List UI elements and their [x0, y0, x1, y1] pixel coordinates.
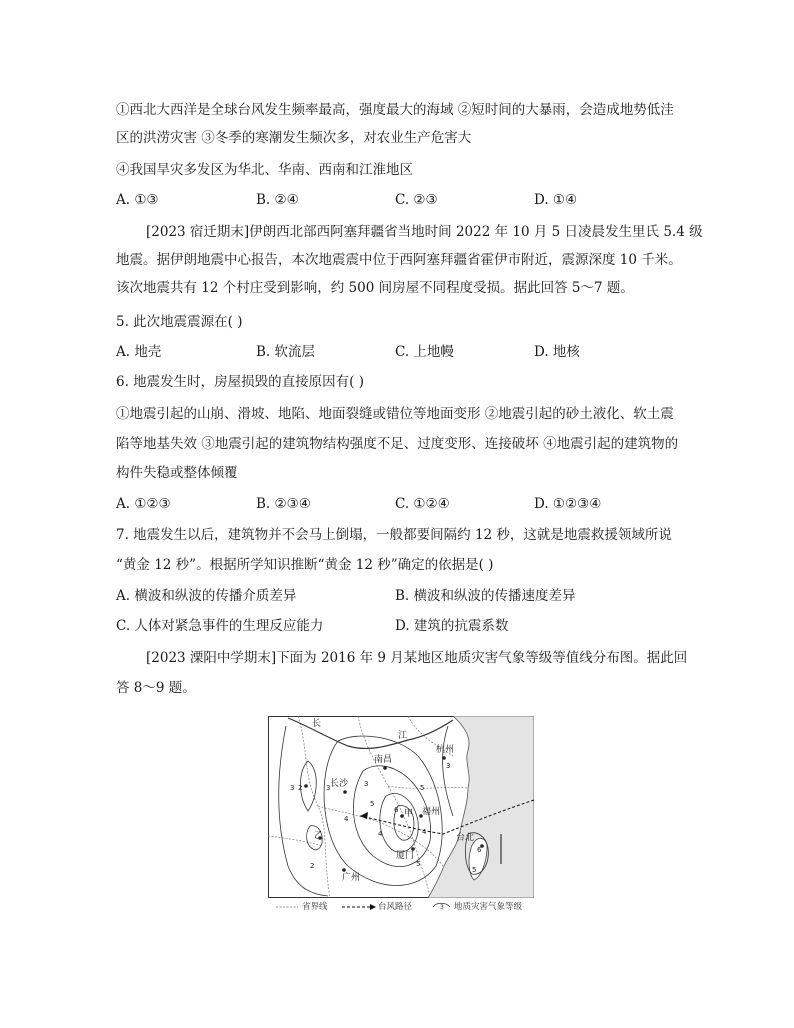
- q7-stem-line1: 7. 地震发生以后，建筑物并不会马上倒塌，一般都要间隔约 12 秒，这就是地震救援领域所说: [116, 527, 672, 543]
- prev-choice-d[interactable]: D. ①④: [534, 192, 578, 208]
- q7-choice-d[interactable]: D. 建筑的抗震系数: [395, 618, 509, 634]
- label-jiang: 江: [398, 731, 408, 741]
- contour-number: 5: [420, 784, 425, 792]
- q5-stem: 5. 此次地震震源在( ): [116, 314, 243, 330]
- contour-number: 3: [326, 784, 331, 792]
- legend-level-sample: 3: [440, 904, 444, 911]
- legend-border-label: 省界线: [302, 902, 328, 912]
- passage1-line1: [2023 宿迁期末]伊朗西北部西阿塞拜疆省当地时间 2022 年 10 月 5 日凌晨发生里氏 5.4 级: [146, 224, 703, 240]
- legend-level-label: 地质灾害气象等级: [454, 902, 523, 912]
- q6-statement-line1: ①地震引起的山崩、滑坡、地陷、地面裂缝或错位等地面变形 ②地震引起的砂土液化、软土震: [116, 406, 674, 422]
- q6-choice-d[interactable]: D. ①②③④: [534, 496, 602, 512]
- contour-number: 5: [472, 866, 477, 874]
- map-svg: [268, 716, 534, 898]
- contour-number: 2: [298, 784, 303, 792]
- label-chang: 长: [312, 719, 322, 729]
- passage2-line2: 答 8～9 题。: [116, 680, 196, 696]
- contour-number: 5: [370, 800, 375, 808]
- q5-choice-b[interactable]: B. 软流层: [256, 344, 316, 360]
- passage2-line1: [2023 溧阳中学期末]下面为 2016 年 9 月某地区地质灾害气象等级等值线分布图。据此回: [146, 650, 688, 666]
- prev-statement-1-cont: 区的洪涝灾害 ③冬季的寒潮发生频次多，对农业生产危害大: [116, 130, 472, 146]
- label-nanchang: 南昌: [374, 755, 393, 765]
- passage1-line3: 该次地震共有 12 个村庄受到影响，约 500 间房屋不同程度受损。据此回答 5～7 题。: [116, 280, 634, 296]
- q6-choice-a[interactable]: A. ①②③: [116, 496, 171, 512]
- label-yi: 乙: [314, 831, 324, 841]
- q5-choice-c[interactable]: C. 上地幔: [395, 344, 454, 360]
- q6-choice-b[interactable]: B. ②③④: [256, 496, 311, 512]
- q7-choice-a[interactable]: A. 横波和纵波的传播介质差异: [116, 588, 297, 604]
- prev-choice-c[interactable]: C. ②③: [395, 192, 438, 208]
- typhoon-legend-icon: [342, 903, 376, 911]
- passage-earthquake: [116, 222, 703, 302]
- legend-typhoon-label: 台风路径: [378, 902, 413, 912]
- passage1-line2: 地震。据伊朗地震中心报告，本次地震震中位于西阿塞拜疆省霍伊市附近，震源深度 10 千米。: [116, 252, 682, 268]
- prev-choice-b[interactable]: B. ②④: [256, 192, 299, 208]
- contour-number: 6: [477, 846, 482, 854]
- q6-statement-line2: 陷等地基失效 ③地震引起的建筑物结构强度不足、过度变形、连接破坏 ④地震引起的建筑物的: [116, 436, 679, 452]
- contour-number: 4: [378, 830, 383, 838]
- label-jia: 甲: [404, 809, 414, 819]
- q5-choice-a[interactable]: A. 地壳: [116, 344, 162, 360]
- q7-stem-line2: “黄金 12 秒”。根据所学知识推断“黄金 12 秒”确定的依据是( ): [116, 557, 494, 573]
- contour-number: 6: [394, 806, 399, 814]
- label-fuzhou: 福州: [422, 807, 441, 817]
- map-legend: [270, 900, 570, 914]
- label-hangzhou: 杭州: [436, 745, 455, 755]
- q5-choice-d[interactable]: D. 地核: [534, 344, 580, 360]
- label-xiamen: 厦门: [396, 851, 415, 861]
- contour-number: 3: [364, 780, 369, 788]
- q7-choice-b[interactable]: B. 横波和纵波的传播速度差异: [395, 588, 576, 604]
- label-taibei: 台北: [456, 833, 475, 843]
- contour-number: 3: [290, 784, 295, 792]
- contour-number: 4: [422, 828, 427, 836]
- border-legend-icon: [276, 903, 298, 911]
- label-changsha: 长沙: [330, 779, 349, 789]
- label-guangzhou: 广州: [342, 873, 361, 883]
- geologic-hazard-map: [268, 716, 534, 898]
- q7-choice-c[interactable]: C. 人体对紧急事件的生理反应能力: [116, 618, 324, 634]
- contour-number: 4: [344, 815, 349, 823]
- contour-number: 3: [446, 762, 451, 770]
- prev-choice-a[interactable]: A. ①③: [116, 192, 159, 208]
- prev-statement-2: ④我国旱灾多发区为华北、华南、西南和江淮地区: [116, 162, 413, 178]
- contour-number: 2: [310, 862, 315, 870]
- contour-number: 5: [416, 860, 421, 868]
- q6-choice-c[interactable]: C. ①②④: [395, 496, 450, 512]
- prev-statement-1: ①西北大西洋是全球台风发生频率最高，强度最大的海域 ②短时间的大暴雨，会造成地势低洼: [116, 102, 674, 118]
- q6-stem: 6. 地震发生时，房屋损毁的直接原因有( ): [116, 374, 364, 390]
- q6-statement-line3: 构件失稳或整体倾覆: [116, 465, 238, 481]
